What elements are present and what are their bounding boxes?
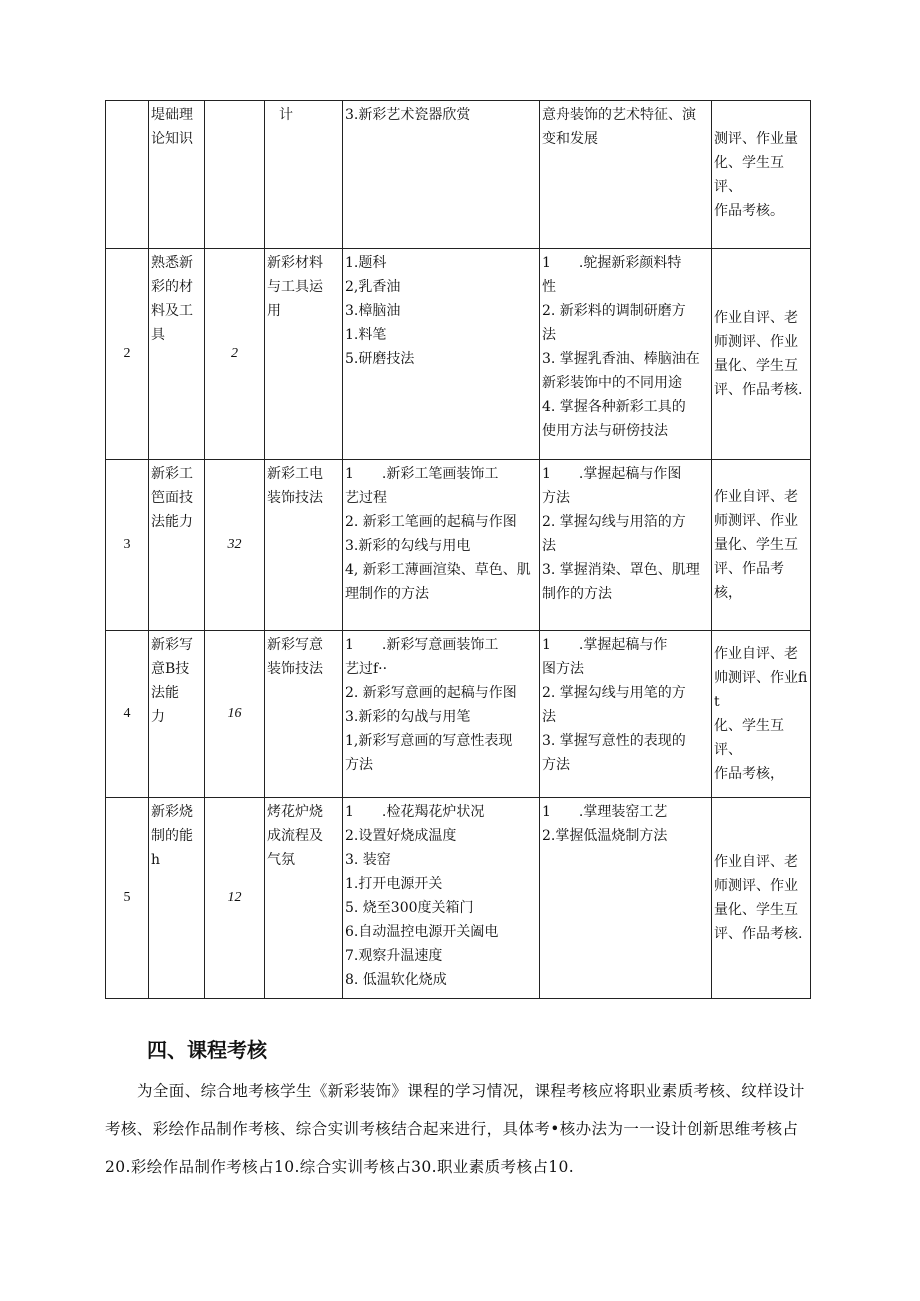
topic-cell	[265, 798, 343, 999]
assessment-cell	[712, 101, 811, 249]
row-number-cell: 5	[106, 798, 149, 999]
objectives-cell-line: 2. 掌握勾线与用笔的方	[542, 685, 686, 701]
objectives-cell-line: 性	[542, 279, 556, 295]
content-cell-line: 6.自动温控电源开关阖电	[345, 924, 499, 940]
content-cell-line: 1 .新彩写意画装饰工	[345, 637, 499, 653]
content-cell-line: 3. 装窑	[345, 852, 391, 868]
module-cell-line: 力	[151, 709, 165, 725]
topic-cell	[265, 460, 343, 631]
assessment-cell-line: 师测评、作业	[714, 513, 798, 529]
topic-cell-line: 气氛	[267, 852, 295, 868]
objectives-cell-line: 3. 掌握乳香油、棒脑油在	[542, 351, 700, 367]
content-cell-line: 2. 新彩写意画的起稿与作图	[345, 685, 517, 701]
assessment-cell-line: 作业自评、老	[714, 489, 798, 505]
content-cell-line: 方法	[345, 757, 373, 773]
content-cell-line: 3.新彩的勾战与用笔	[345, 709, 471, 725]
assessment-cell-line: 帅测评、作业fit	[714, 670, 808, 710]
content-cell-line: 理制作的方法	[345, 586, 429, 602]
content-cell-line: 1,新彩写意画的写意性表现	[345, 733, 513, 749]
objectives-cell	[540, 460, 712, 631]
content-cell-line: 2.设置好烧成温度	[345, 828, 457, 844]
objectives-cell-line: 法	[542, 327, 556, 343]
objectives-cell-line: 1 .鸵握新彩颜料特	[542, 255, 682, 271]
objectives-cell-line: 4. 掌握各种新彩工具的	[542, 399, 686, 415]
content-cell-line: 3.新彩的勾线与用电	[345, 538, 471, 554]
objectives-cell	[540, 101, 712, 249]
topic-cell-line: 烤花炉烧	[267, 804, 323, 820]
content-cell-line: 1.题科	[345, 255, 387, 271]
objectives-cell-line: 2. 掌握勾线与用箔的方	[542, 514, 686, 530]
module-cell	[149, 101, 205, 249]
module-cell	[149, 798, 205, 999]
topic-cell-line: 成流程及	[267, 828, 323, 844]
assessment-cell	[712, 631, 811, 798]
row-number-cell	[106, 101, 149, 249]
content-cell-line: 1 .检花羯花炉状况	[345, 804, 485, 820]
assessment-cell-line: 评、作品考核.	[714, 926, 803, 942]
topic-cell-line: 与工具运	[267, 279, 323, 295]
assessment-cell	[712, 460, 811, 631]
hours-cell: 32	[205, 460, 265, 631]
table-row	[106, 631, 811, 798]
hours-cell: 16	[205, 631, 265, 798]
hours-cell: 12	[205, 798, 265, 999]
content-cell-line: 1.料笔	[345, 327, 387, 343]
module-cell-line: 熟悉新	[151, 255, 193, 271]
module-cell	[149, 631, 205, 798]
content-cell-line: 艺过程	[345, 490, 387, 506]
row-number-cell: 4	[106, 631, 149, 798]
content-cell-line: 8. 低温软化烧成	[345, 972, 447, 988]
topic-cell	[265, 631, 343, 798]
assessment-cell-line: 师测评、作业	[714, 878, 798, 894]
table-row	[106, 460, 811, 631]
content-cell-line: 1 .新彩工笔画装饰工	[345, 466, 499, 482]
objectives-cell-line: 1 .掌握起稿与作图	[542, 466, 682, 482]
assessment-cell-line: 作品考核，	[714, 766, 784, 782]
objectives-cell-line: 图方法	[542, 661, 584, 677]
module-cell-line: 彩的材	[151, 279, 193, 295]
objectives-cell-line: 法	[542, 709, 556, 725]
objectives-cell-line: 1 .掌理装窑工艺	[542, 804, 668, 820]
topic-cell-line: 用	[267, 303, 281, 319]
module-cell-line: 具	[151, 327, 165, 343]
topic-cell	[265, 249, 343, 460]
content-cell-line: 3.樟脑油	[345, 303, 401, 319]
assessment-cell-line: 评、作品考核，	[714, 561, 784, 601]
module-cell-line: 新彩烧	[151, 804, 193, 820]
assessment-cell-line: 师测评、作业	[714, 334, 798, 350]
assessment-cell-line: 作业自评、老	[714, 854, 798, 870]
objectives-cell-line: 2.掌握低温烧制方法	[542, 828, 668, 844]
objectives-cell-line: 变和发展	[542, 131, 598, 147]
topic-cell-line: 计	[279, 107, 293, 123]
assessment-cell	[712, 798, 811, 999]
module-cell-line: 制的能h	[151, 828, 193, 868]
content-cell-line: 艺过f··	[345, 661, 388, 677]
objectives-cell-line: 3. 掌握写意性的表现的	[542, 733, 686, 749]
assessment-cell-line: 作业自评、老	[714, 310, 798, 326]
objectives-cell-line: 方法	[542, 757, 570, 773]
module-cell-line: 笆面技	[151, 490, 193, 506]
module-cell-line: 堤础理	[151, 107, 193, 123]
content-cell-line: 5. 烧至300度关箱门	[345, 900, 474, 916]
objectives-cell-line: 方法	[542, 490, 570, 506]
assessment-cell	[712, 249, 811, 460]
objectives-cell-line: 3. 掌握消染、罩色、肌理	[542, 562, 700, 578]
topic-cell	[265, 101, 343, 249]
objectives-cell	[540, 798, 712, 999]
content-cell-line: 2. 新彩工笔画的起稿与作图	[345, 514, 517, 530]
table-row	[106, 798, 811, 999]
assessment-cell-line: 量化、学生互	[714, 537, 798, 553]
topic-cell-line: 装饰技法	[267, 490, 323, 506]
topic-cell-line: 新彩材料	[267, 255, 323, 271]
assessment-cell-line: 测评、作业量	[714, 130, 798, 147]
assessment-cell-line: 化、学生互	[714, 154, 784, 171]
content-cell-line: 5.研磨技法	[345, 351, 415, 367]
content-cell	[343, 631, 540, 798]
assessment-cell-line: 量化、学生互	[714, 902, 798, 918]
objectives-cell	[540, 249, 712, 460]
topic-cell-line: 新彩工电	[267, 466, 323, 482]
module-cell-line: 新彩写	[151, 637, 193, 653]
content-cell-line: 3.新彩艺术瓷器欣赏	[345, 107, 471, 123]
hours-cell: 2	[205, 249, 265, 460]
assessment-cell-line: 化、学生互评、	[714, 718, 784, 758]
table-row	[106, 249, 811, 460]
content-cell-line: 4, 新彩工薄画渲染、草色、肌	[345, 562, 531, 578]
assessment-cell-line: 作品考核。	[714, 202, 784, 219]
course-content-table	[105, 100, 811, 999]
row-number-cell: 3	[106, 460, 149, 631]
section-heading: 四、课程考核	[147, 1038, 267, 1062]
assessment-cell-line: 作业自评、老	[714, 646, 798, 662]
content-cell	[343, 460, 540, 631]
hours-cell	[205, 101, 265, 249]
module-cell-line: 法能	[151, 685, 179, 701]
assessment-paragraph: 为全面、综合地考核学生《新彩装饰》课程的学习情况，课程考核应将职业素质考核、纹样设计考核、彩绘作品制作考核、综合实训考核结合起来进行，具体考•核办法为一一设计创新思维考核占20.彩绘作品制作考核占10.综合实训考核占30.职业素质考核占10.	[105, 1082, 805, 1176]
row-number-cell: 2	[106, 249, 149, 460]
module-cell-line: 料及工	[151, 303, 193, 319]
objectives-cell-line: 使用方法与研傍技法	[542, 423, 668, 439]
module-cell	[149, 249, 205, 460]
objectives-cell-line: 新彩装饰中的不同用途	[542, 375, 682, 391]
topic-cell-line: 装饰技法	[267, 661, 323, 677]
content-cell-line: 7.观察升温速度	[345, 948, 443, 964]
module-cell-line: 新彩工	[151, 466, 193, 482]
content-cell-line: 2,乳香油	[345, 279, 401, 295]
objectives-cell-line: 1 .掌握起稿与作	[542, 637, 668, 653]
module-cell-line: 法能力	[151, 514, 193, 530]
objectives-cell-line: 制作的方法	[542, 586, 612, 602]
module-cell-line: 论知识	[151, 131, 193, 147]
assessment-cell-line: 量化、学生互	[714, 358, 798, 374]
content-cell	[343, 798, 540, 999]
content-cell	[343, 249, 540, 460]
topic-cell-line: 新彩写意	[267, 637, 323, 653]
objectives-cell-line: 意舟装饰的艺术特征、演	[542, 107, 696, 123]
assessment-cell-line: 评、	[714, 178, 742, 195]
assessment-cell-line: 评、作品考核.	[714, 382, 803, 398]
objectives-cell-line: 法	[542, 538, 556, 554]
content-cell-line: 1.打开电源开关	[345, 876, 443, 892]
module-cell-line: 意B技	[151, 661, 190, 677]
table-row	[106, 101, 811, 249]
objectives-cell-line: 2. 新彩料的调制研磨方	[542, 303, 686, 319]
content-cell	[343, 101, 540, 249]
objectives-cell	[540, 631, 712, 798]
module-cell	[149, 460, 205, 631]
